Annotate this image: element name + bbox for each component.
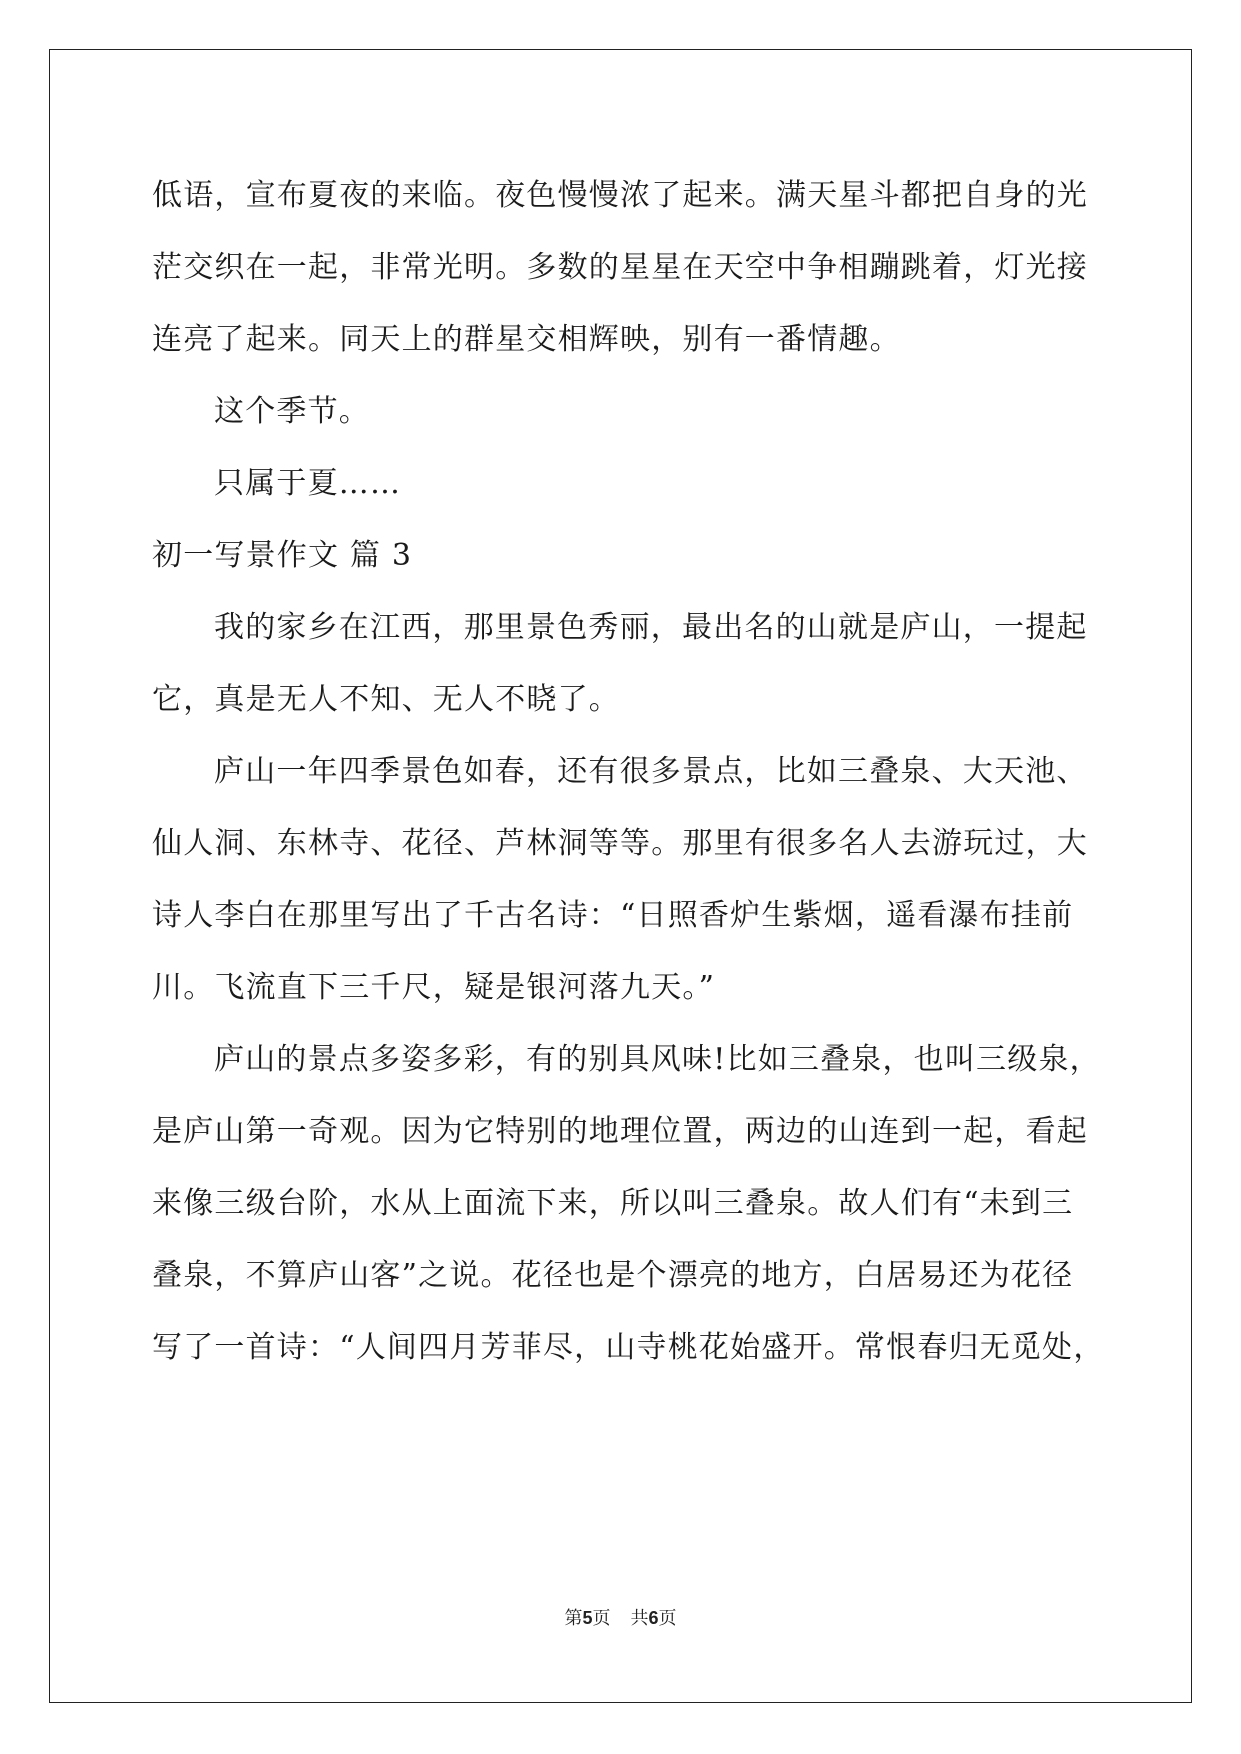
document-body <box>152 160 1105 1384</box>
paragraph-line: 这个季节。 <box>214 394 370 429</box>
paragraph-line: 它，真是无人不知、无人不晓了。 <box>152 682 620 717</box>
paragraph-line: 叠泉，不算庐山客”之说。花径也是个漂亮的地方，白居易还为花径 <box>152 1258 1074 1293</box>
footer-prefix: 第 <box>564 1608 583 1629</box>
paragraph-line: 庐山的景点多姿多彩，有的别具风味!比如三叠泉，也叫三级泉， <box>214 1042 1101 1077</box>
paragraph-line: 只属于夏…… <box>214 466 402 501</box>
paragraph-line: 庐山一年四季景色如春，还有很多景点，比如三叠泉、大天池、 <box>214 754 1088 789</box>
total-pages-number: 6 <box>648 1608 659 1628</box>
paragraph-line: 低语，宣布夏夜的来临。夜色慢慢浓了起来。满天星斗都把自身的光 <box>152 178 1088 213</box>
footer-total-prefix: 共 <box>630 1608 649 1629</box>
paragraph-line: 茫交织在一起，非常光明。多数的星星在天空中争相蹦跳着，灯光接 <box>152 250 1088 285</box>
paragraph-line: 写了一首诗：“人间四月芳菲尽，山寺桃花始盛开。常恨春归无觅处， <box>152 1330 1105 1365</box>
section-heading: 初一写景作文 篇 3 <box>152 538 413 573</box>
paragraph-line: 仙人洞、东林寺、花径、芦林洞等等。那里有很多名人去游玩过，大 <box>152 826 1088 861</box>
paragraph-line: 诗人李白在那里写出了千古名诗：“日照香炉生紫烟，遥看瀑布挂前 <box>152 898 1074 933</box>
page-footer <box>0 1606 1241 1631</box>
current-page-number: 5 <box>582 1608 593 1628</box>
paragraph-line: 我的家乡在江西，那里景色秀丽，最出名的山就是庐山，一提起 <box>214 610 1088 645</box>
footer-page-unit: 页 <box>592 1608 611 1629</box>
paragraph-line: 是庐山第一奇观。因为它特别的地理位置，两边的山连到一起，看起 <box>152 1114 1088 1149</box>
paragraph-line: 连亮了起来。同天上的群星交相辉映，别有一番情趣。 <box>152 322 901 357</box>
paragraph-line: 来像三级台阶，水从上面流下来，所以叫三叠泉。故人们有“未到三 <box>152 1186 1074 1221</box>
paragraph-line: 川。飞流直下三千尺，疑是银河落九天。” <box>152 970 716 1005</box>
footer-total-unit: 页 <box>658 1608 677 1629</box>
